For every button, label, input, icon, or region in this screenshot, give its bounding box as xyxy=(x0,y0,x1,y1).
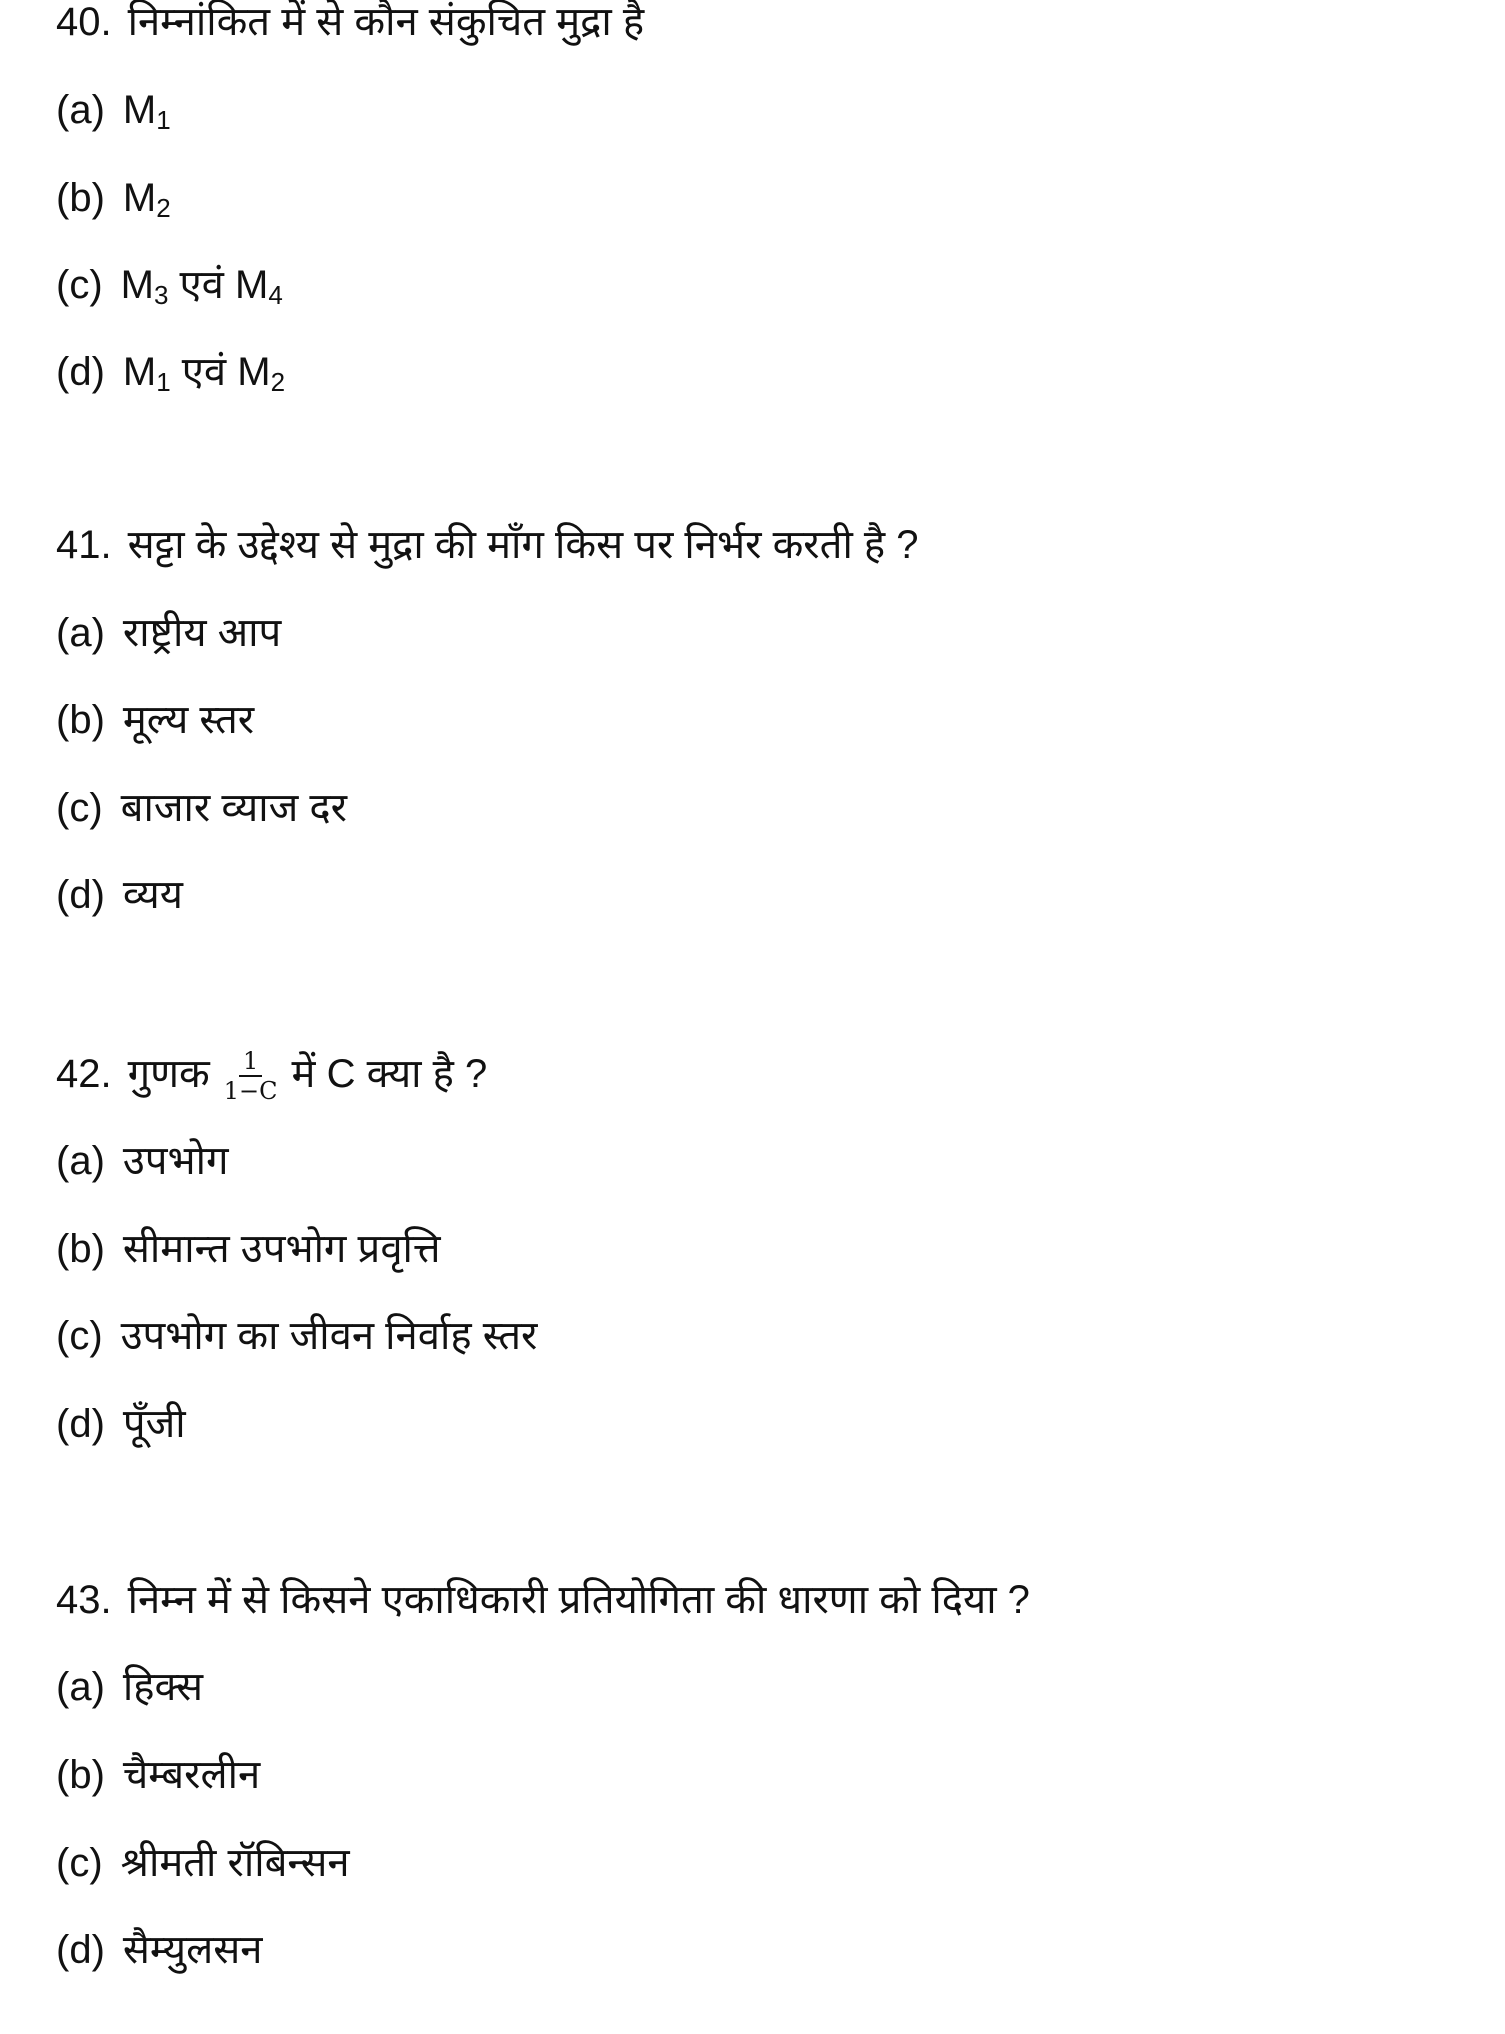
option-text: राष्ट्रीय आप xyxy=(122,611,282,655)
question-text: गुणक xyxy=(127,1052,210,1096)
question-42 xyxy=(56,1039,487,1109)
option-label: (b) xyxy=(56,176,105,220)
question-number: 42. xyxy=(56,1052,112,1096)
option-label: (d) xyxy=(56,1402,105,1446)
option-label: (a) xyxy=(56,88,105,132)
option-text: उपभोग का जीवन निर्वाह स्तर xyxy=(120,1314,538,1358)
question-text: सट्टा के उद्देश्य से मुद्रा की माँग किस पर निर्भर करती है ? xyxy=(127,523,919,567)
option-b xyxy=(56,1224,441,1274)
option-d xyxy=(56,870,183,920)
subscript: 3 xyxy=(153,280,169,310)
option-a xyxy=(56,85,171,145)
option-d xyxy=(56,1925,263,1975)
option-text: M xyxy=(122,176,157,220)
option-label: (a) xyxy=(56,1139,105,1183)
option-c xyxy=(56,1311,537,1361)
option-text: सीमान्त उपभोग प्रवृत्ति xyxy=(122,1227,441,1271)
option-b xyxy=(56,695,254,745)
subscript: 2 xyxy=(156,193,171,223)
option-label: (a) xyxy=(56,1665,105,1709)
option-text: पूँजी xyxy=(122,1402,186,1446)
option-label: (b) xyxy=(56,1227,105,1271)
fraction-denominator: 1−C xyxy=(223,1077,278,1106)
question-text: में C क्या है ? xyxy=(291,1052,488,1096)
question-text: निम्नांकित में से कौन संकुचित मुद्रा है xyxy=(127,0,645,44)
option-text: एवं M xyxy=(168,263,269,307)
option-d xyxy=(56,1399,186,1449)
subscript: 1 xyxy=(156,105,171,135)
option-text: श्रीमती रॉबिन्सन xyxy=(120,1841,350,1885)
fraction xyxy=(224,1047,278,1105)
option-b xyxy=(56,1750,260,1800)
option-text: हिक्स xyxy=(122,1665,204,1709)
option-label: (c) xyxy=(56,786,103,830)
option-a xyxy=(56,608,281,658)
option-text: चैम्बरलीन xyxy=(122,1753,261,1797)
question-41 xyxy=(56,520,919,570)
option-label: (c) xyxy=(56,1314,103,1358)
option-label: (c) xyxy=(56,263,103,307)
subscript: 4 xyxy=(268,280,283,310)
option-c xyxy=(56,783,347,833)
option-label: (b) xyxy=(56,698,105,742)
option-text: व्यय xyxy=(122,873,183,917)
option-label: (a) xyxy=(56,611,105,655)
option-text: उपभोग xyxy=(122,1139,229,1183)
option-label: (d) xyxy=(56,873,105,917)
question-40 xyxy=(56,0,644,47)
option-label: (c) xyxy=(56,1841,103,1885)
option-text: M xyxy=(122,350,157,394)
option-label: (b) xyxy=(56,1753,105,1797)
option-text: M xyxy=(122,88,157,132)
option-a xyxy=(56,1136,229,1186)
question-number: 40. xyxy=(56,0,112,44)
option-text: सैम्युलसन xyxy=(122,1928,263,1972)
question-text: निम्न में से किसने एकाधिकारी प्रतियोगिता की धारणा को दिया ? xyxy=(127,1578,1030,1622)
option-b xyxy=(56,173,171,233)
option-label: (d) xyxy=(56,1928,105,1972)
option-text: एवं M xyxy=(170,350,271,394)
option-d xyxy=(56,347,285,407)
option-text: बाजार व्याज दर xyxy=(120,786,347,830)
fraction-numerator: 1 xyxy=(239,1047,262,1077)
subscript: 2 xyxy=(270,367,286,397)
option-a xyxy=(56,1662,203,1712)
option-text: M xyxy=(120,263,154,307)
option-c xyxy=(56,1838,350,1888)
question-43 xyxy=(56,1575,1030,1625)
question-number: 43. xyxy=(56,1578,112,1622)
option-label: (d) xyxy=(56,350,105,394)
subscript: 1 xyxy=(156,367,171,397)
question-number: 41. xyxy=(56,523,112,567)
option-text: मूल्य स्तर xyxy=(122,698,255,742)
option-c xyxy=(56,260,283,320)
